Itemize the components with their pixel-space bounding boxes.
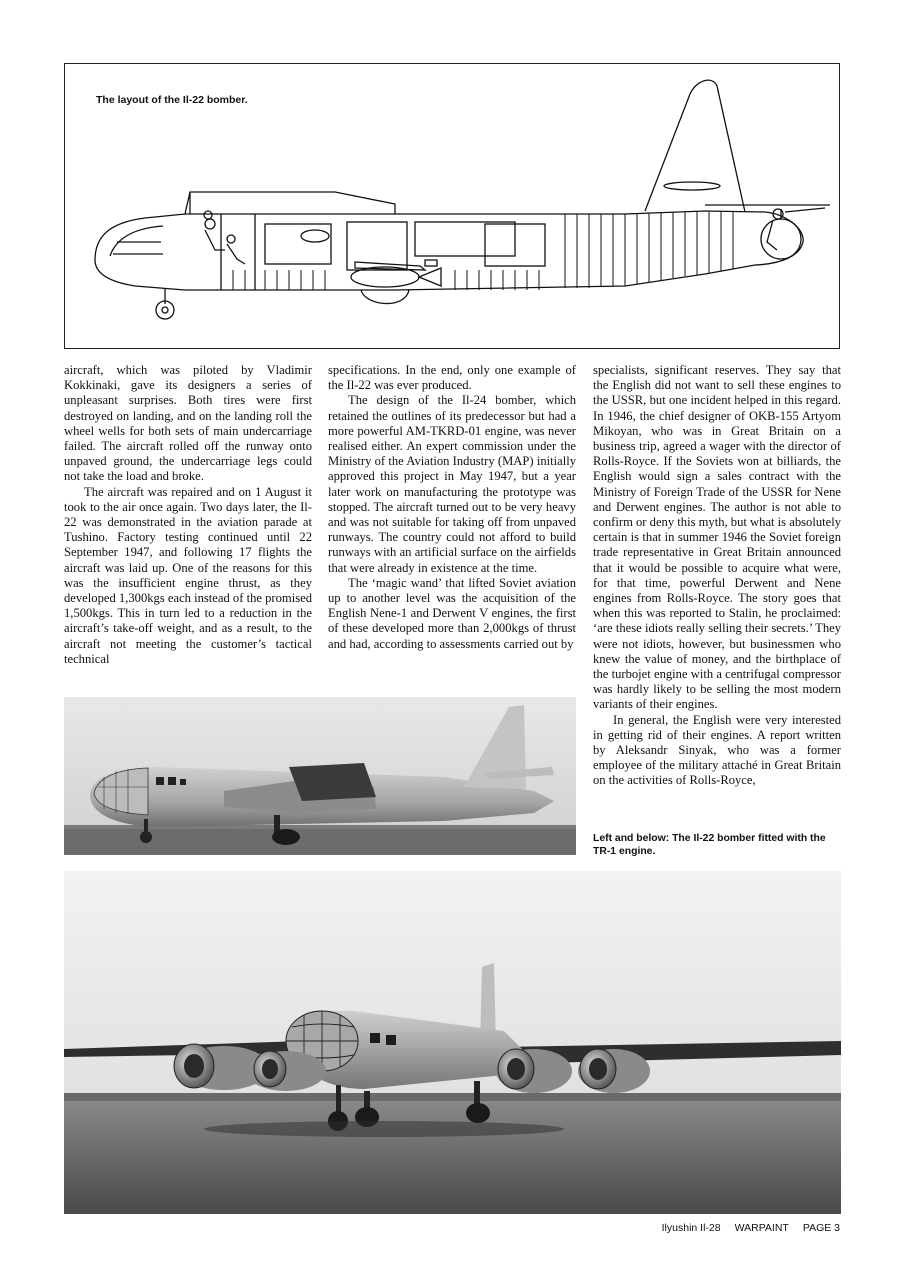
diagram-caption: The layout of the Il-22 bomber.	[96, 94, 248, 106]
il-22-front-photo	[64, 871, 841, 1214]
il-22-cutaway-drawing	[65, 64, 841, 350]
footer-series: WARPAINT	[734, 1222, 789, 1234]
footer-title: Ilyushin Il-28	[661, 1222, 721, 1234]
text-column-1	[64, 363, 312, 667]
paragraph: The ‘magic wand’ that lifted Soviet aviation up to another level was the acquisition of the English Nene-1 and Derwent V engines, the first of these developed more than 2,000kgs of thrust and had, according to assessments carried out by	[328, 575, 576, 651]
paragraph: specifications. In the end, only one example of the Il-22 was ever produced.	[328, 363, 576, 393]
layout-diagram	[64, 63, 840, 349]
paragraph: aircraft, which was piloted by Vladimir Kokkinaki, gave its designers a series of unpleasant surprises. Both tires were first destroyed on landing, and on the landing roll the wheel wells for both sets of main undercarriage failed. The aircraft rolled off the runway onto unpaved ground, the undercarriage legs could not take the load and broke.	[64, 363, 312, 484]
page-footer	[662, 1222, 840, 1234]
paragraph: The aircraft was repaired and on 1 August it took to the air once again. Two days later, the Il-22 was demonstrated in the aviation parade at Tushino. Factory testing continued until 22 September 1947, and following 17 flights the aircraft was laid up. One of the reasons for this was the insufficient engine thrust, as they developed 1,300kgs each instead of the promised 1,500kgs. This in turn led to a reduction in the aircraft’s take-off weight, and as a result, to the aircraft not meeting the customer’s tactical technical	[64, 484, 312, 666]
paragraph: In general, the English were very interested in getting rid of their engines. A report written by Aleksandr Sinyak, who was a former employee of the military attaché in Great Britain on the activities of Rolls-Royce,	[593, 712, 841, 788]
page-number: PAGE 3	[802, 1222, 840, 1234]
photo-caption: Left and below: The Il-22 bomber fitted with the TR-1 engine.	[593, 833, 826, 857]
text-column-2	[328, 363, 576, 652]
il-22-side-photo	[64, 697, 576, 855]
paragraph: The design of the Il-24 bomber, which retained the outlines of its predecessor but had a more powerful AM-TKRD-01 engine, was never realised either. An expert commission under the Ministry of the Aviation Industry (MAP) initially approved this project in May 1947, but a year later work on manufacturing the prototype was stopped. The aircraft turned out to be very heavy and was not suitable for taking off from unpaved runways. The country could not afford to build runways with an artificial surface on the airfields that were already in existence at the time.	[328, 393, 576, 575]
paragraph: specialists, significant reserves. They say that the English did not want to sell these engines to the USSR, but one incident helped in this regard. In 1946, the chief designer of OKB-155 Artyom Mikoyan, who was in Great Britain on a business trip, agreed a wager with the director of Rolls-Royce. If the Soviets won at billiards, the English would sign a sales contract with the Ministry of Foreign Trade of the USSR for Nene and Derwent engines. The author is not able to confirm or deny this myth, but what is absolutely certain is that in summer 1946 the Soviet foreign trade representative in Great Britain announced that it would be possible to acquire what were, for that time, powerful Derwent and Nene engines from Rolls-Royce. The story goes that when this was reported to Stalin, he proclaimed: ‘are these idiots really selling their secrets.’ They were not idiots, however, but businessmen who knew the value of money, and the birthplace of the turbojet engine with a centrifugal compressor was hardly likely to be selling the most modern variants of their engines.	[593, 363, 841, 712]
text-column-3	[593, 363, 841, 789]
